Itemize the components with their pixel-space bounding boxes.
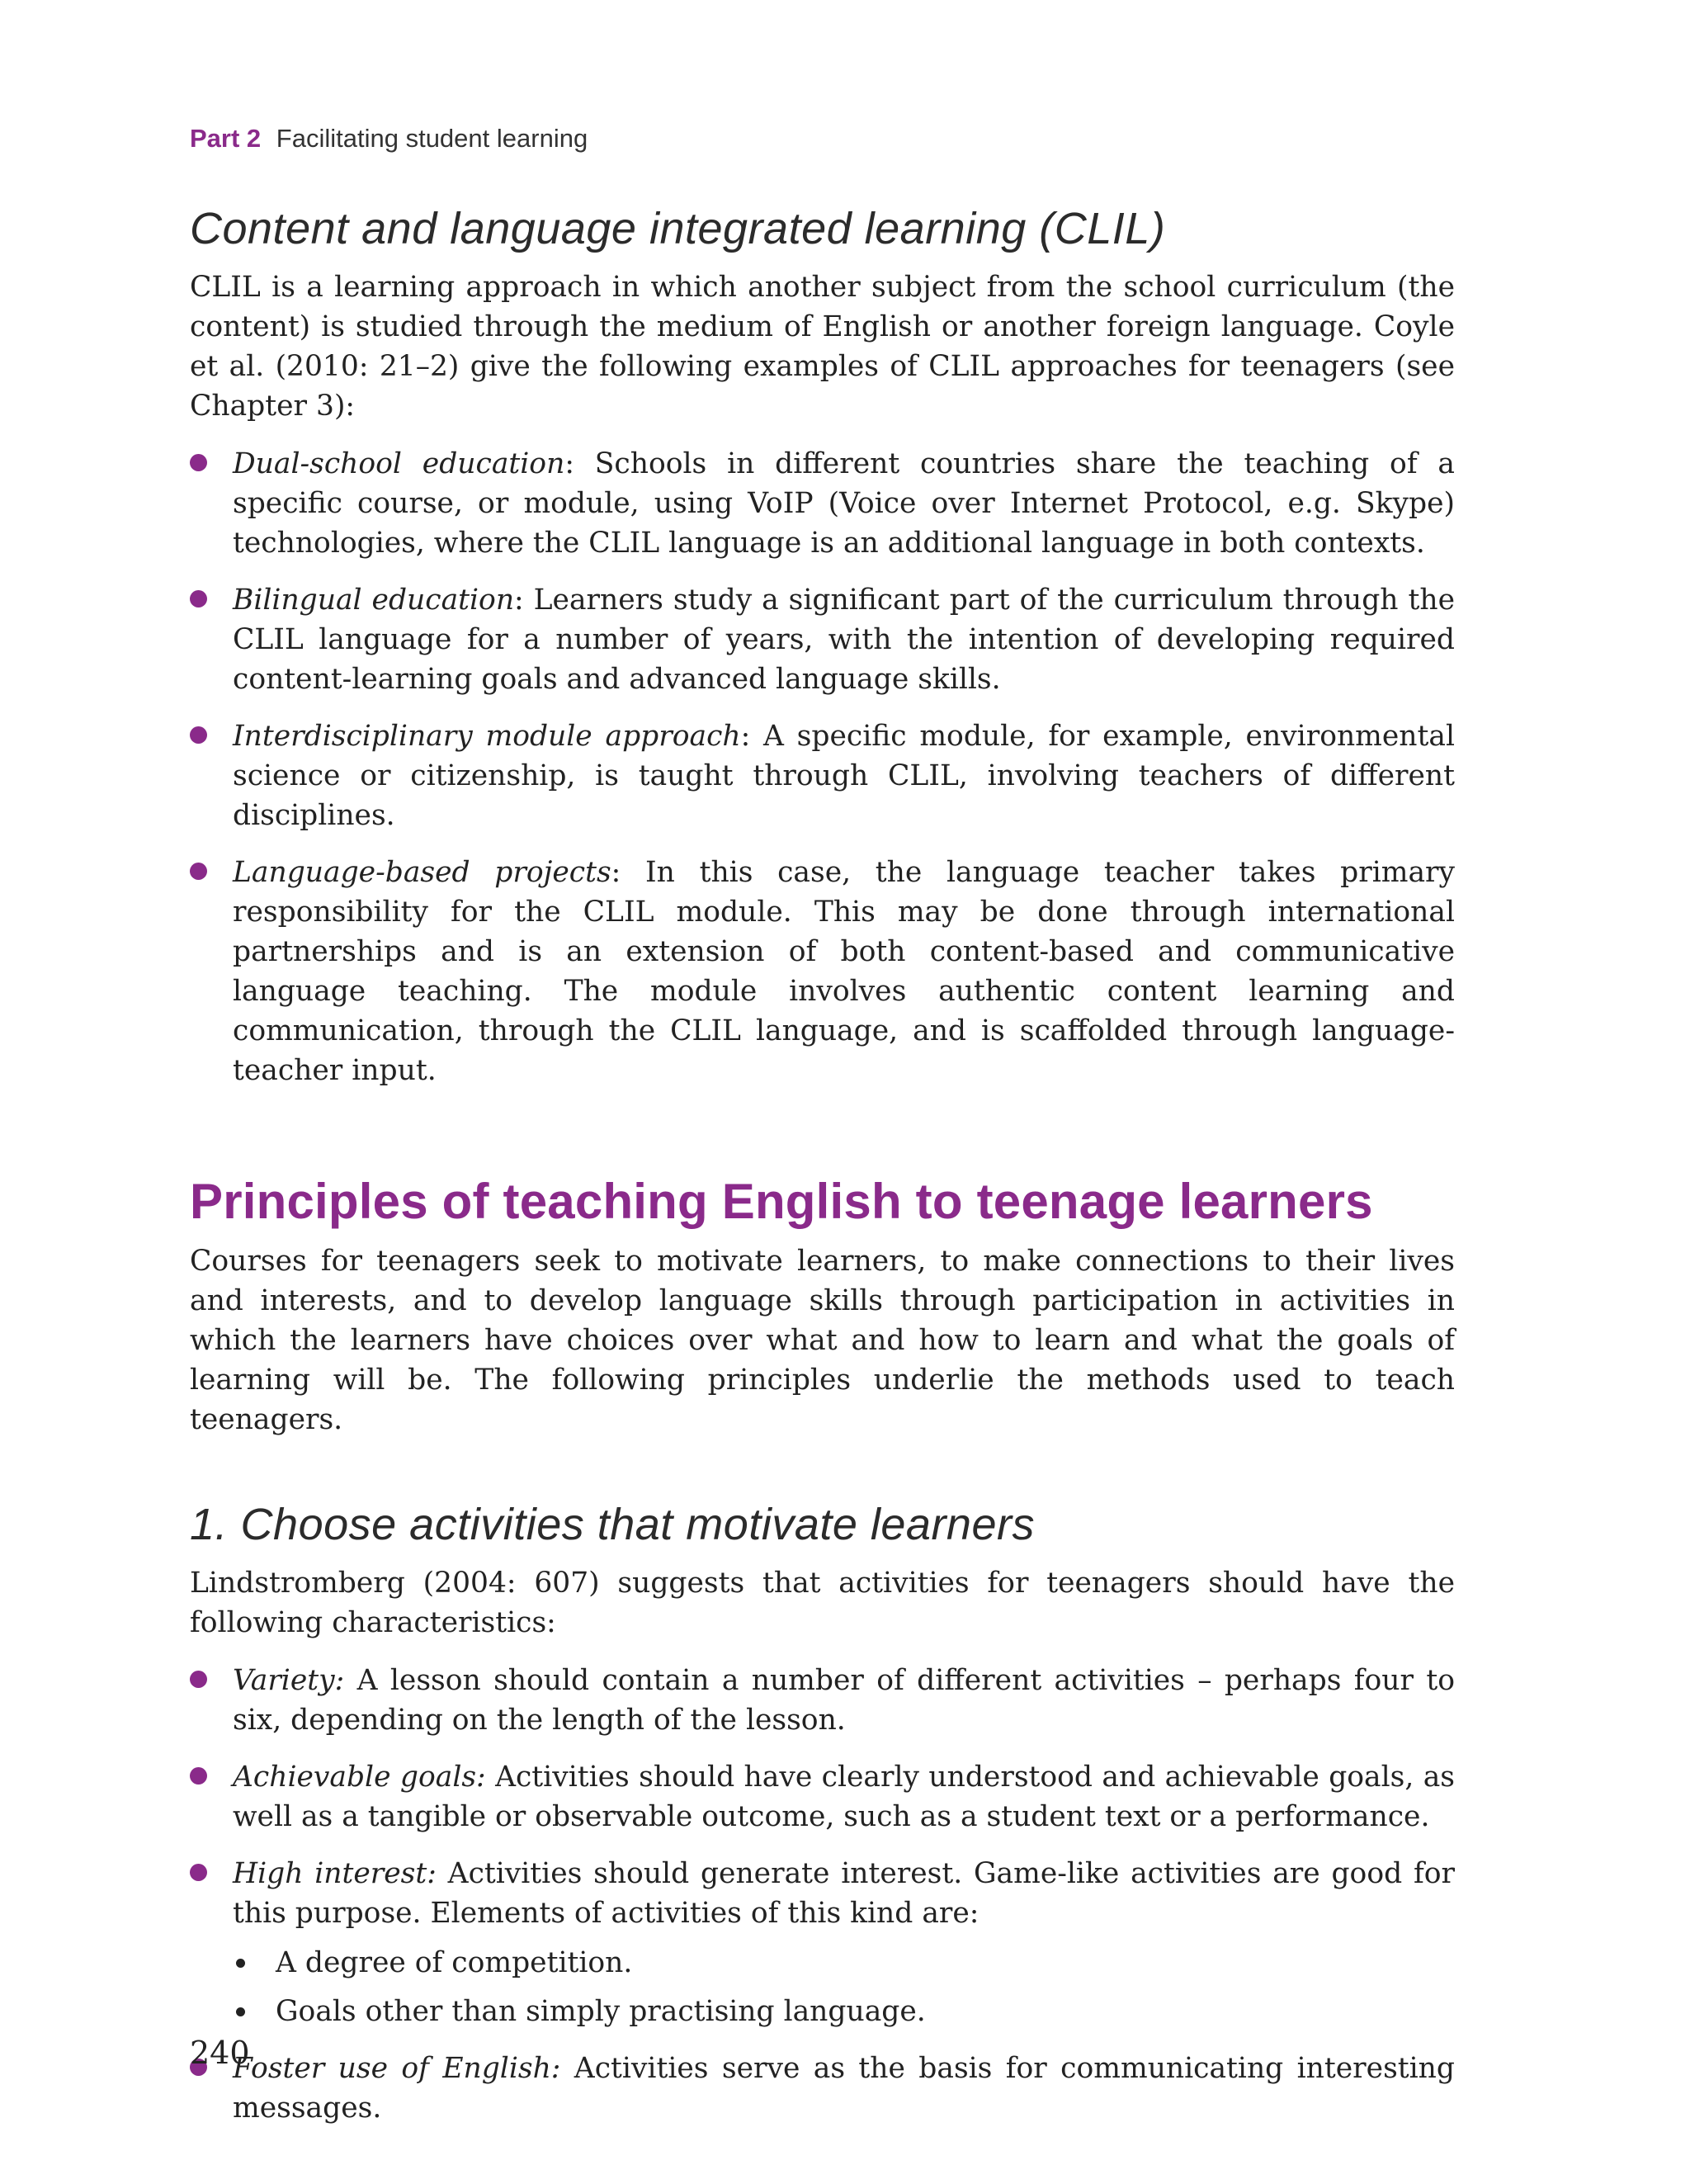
item-term: Dual-school education xyxy=(233,447,565,480)
list-item xyxy=(190,1854,1455,2031)
page-content xyxy=(190,124,1455,2145)
item-text: A specific module, for example, environmental science or citizenship, is taught through CLIL, involving teachers of different disciplines. xyxy=(233,720,1455,832)
item-sep: : xyxy=(611,856,621,889)
item-text: Activities serve as the basis for communicating interesting messages. xyxy=(233,2052,1455,2125)
list-item xyxy=(190,444,1455,563)
item-term: Variety: xyxy=(233,1664,345,1697)
item-term: Achievable goals: xyxy=(233,1761,486,1794)
principles-heading: Principles of teaching English to teenage learners xyxy=(190,1174,1373,1229)
list-item xyxy=(190,580,1455,699)
item-term: Interdisciplinary module approach xyxy=(233,720,741,753)
item-sep: : xyxy=(740,720,751,753)
running-head xyxy=(190,124,1455,154)
item-term: High interest: xyxy=(233,1857,437,1890)
item-text: Activities should generate interest. Game-like activities are good for this purpose. Elements of activities of this kind are: xyxy=(233,1857,1455,1930)
sub-item-text: A degree of competition. xyxy=(276,1946,633,1979)
item-term: Language-based projects xyxy=(233,856,611,889)
clil-list xyxy=(190,444,1455,1090)
item-term: Foster use of English: xyxy=(233,2052,561,2085)
item-text: In this case, the language teacher takes primary responsibility for the CLIL module. This may be done through international partnerships and is an extension of both content-based and communicative language teaching. The module involves authentic content learning and communication, through the CLIL language, and is scaffolded through language-teacher input. xyxy=(233,856,1455,1087)
bullet-icon xyxy=(190,590,207,607)
characteristics-list xyxy=(190,1661,1455,2128)
section1-intro: Lindstromberg (2004: 607) suggests that activities for teenagers should have the following characteristics: xyxy=(190,1567,1455,1639)
sub-list xyxy=(233,1943,1455,2031)
sub-list-item xyxy=(233,1943,1455,1983)
bullet-icon xyxy=(190,726,207,744)
list-item xyxy=(190,2049,1455,2128)
sub-list-item xyxy=(233,1992,1455,2031)
item-term: Bilingual education xyxy=(233,584,515,617)
item-sep: : xyxy=(564,447,574,480)
list-item xyxy=(190,1757,1455,1837)
item-text: A lesson should contain a number of different activities – perhaps four to six, depending on the length of the lesson. xyxy=(233,1664,1455,1737)
running-head-title: Facilitating student learning xyxy=(276,124,588,153)
bullet-icon xyxy=(190,1864,207,1881)
small-bullet-icon xyxy=(236,2007,245,2016)
clil-intro: CLIL is a learning approach in which another subject from the school curriculum (the content) is studied through the medium of English or another foreign language. Coyle et al. (2010: 21–2) give the following examples of CLIL approaches for teenagers (see Chapter 3): xyxy=(190,271,1455,423)
list-item xyxy=(190,716,1455,835)
clil-heading: Content and language integrated learning (CLIL) xyxy=(190,204,1166,253)
bullet-icon xyxy=(190,863,207,880)
page-number: 240 xyxy=(190,2035,250,2071)
running-head-part: Part 2 xyxy=(190,124,262,153)
bullet-icon xyxy=(190,1767,207,1785)
item-text: Schools in different countries share the teaching of a specific course, or module, using VoIP (Voice over Internet Protocol, e.g. Skype) technologies, where the CLIL language is an additional language in both contexts. xyxy=(233,447,1456,560)
section1-heading: 1. Choose activities that motivate learners xyxy=(190,1500,1035,1549)
item-text: Learners study a significant part of the curriculum through the CLIL language for a number of years, with the intention of developing required content-learning goals and advanced language skills. xyxy=(233,584,1455,696)
principles-intro: Courses for teenagers seek to motivate learners, to make connections to their lives and interests, and to develop language skills through participation in activities in which the learners have choices over what and how to learn and what the goals of learning will be. The following principles underlie the methods used to teach teenagers. xyxy=(190,1245,1455,1436)
item-text: Activities should have clearly understood and achievable goals, as well as a tangible or observable outcome, such as a student text or a performance. xyxy=(233,1761,1455,1833)
small-bullet-icon xyxy=(236,1959,245,1968)
bullet-icon xyxy=(190,1671,207,1688)
item-sep: : xyxy=(514,584,524,617)
bullet-icon xyxy=(190,454,207,471)
list-item xyxy=(190,853,1455,1090)
list-item xyxy=(190,1661,1455,1740)
sub-item-text: Goals other than simply practising language. xyxy=(276,1995,926,2028)
